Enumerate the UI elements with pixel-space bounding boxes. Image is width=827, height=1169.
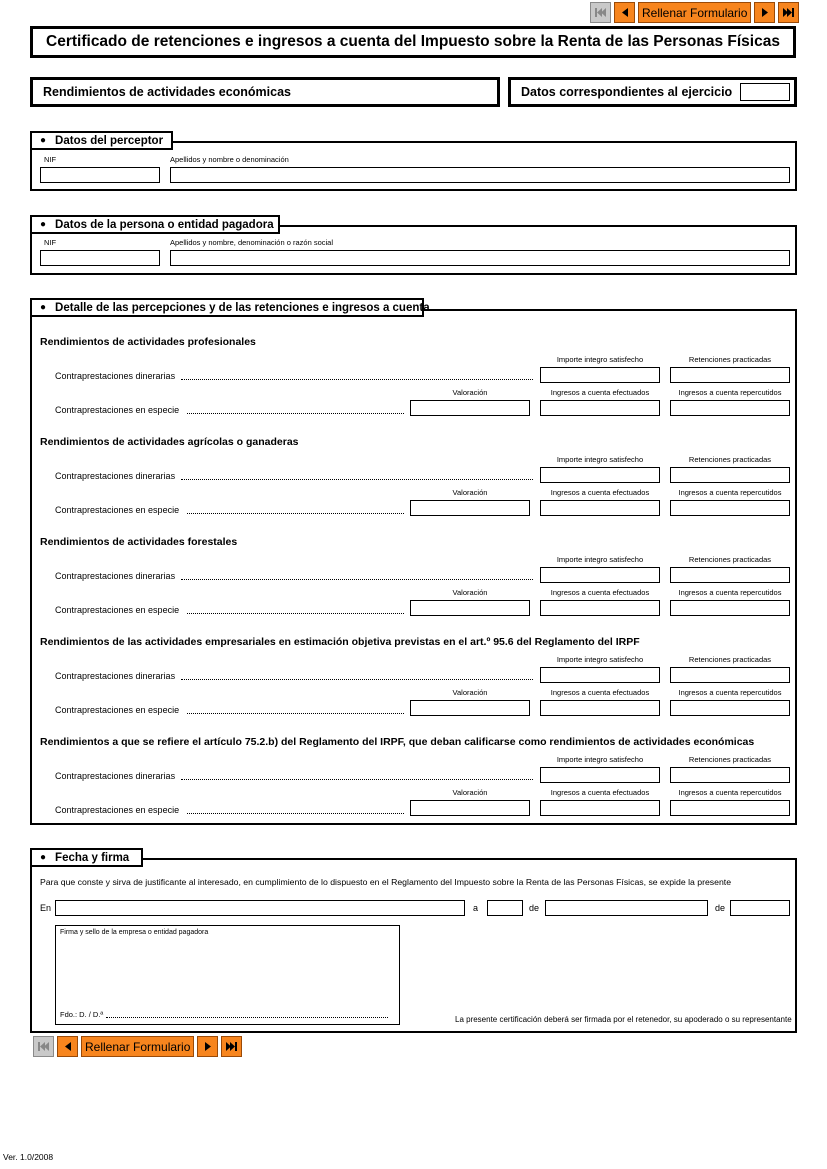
pagador-nif-label: NIF bbox=[44, 238, 57, 247]
pagador-title-text: Datos de la persona o entidad pagadora bbox=[55, 218, 274, 231]
retenciones-field[interactable] bbox=[670, 467, 790, 483]
previous-page-button[interactable] bbox=[614, 2, 635, 23]
valoracion-field[interactable] bbox=[410, 800, 530, 816]
valoracion-field[interactable] bbox=[410, 700, 530, 716]
importe-field[interactable] bbox=[540, 567, 660, 583]
group-title: Rendimientos a que se refiere el artículo 75.2.b) del Reglamento del IRPF, que deban calificarse como rendimientos de actividades económicas bbox=[40, 736, 755, 748]
col-label-retenciones: Retenciones practicadas bbox=[688, 455, 772, 464]
ingresos-repercutidos-field[interactable] bbox=[670, 400, 790, 416]
valoracion-field[interactable] bbox=[410, 600, 530, 616]
year-field[interactable] bbox=[730, 900, 790, 916]
next-page-button[interactable] bbox=[197, 1036, 218, 1057]
importe-field[interactable] bbox=[540, 367, 660, 383]
last-page-button[interactable] bbox=[221, 1036, 242, 1057]
col-label-importe: Importe integro satisfecho bbox=[556, 655, 644, 664]
group-title: Rendimientos de las actividades empresariales en estimación objetiva previstas en el art.º 95.6 del Reglamento del IRPF bbox=[40, 636, 640, 648]
leader-dots bbox=[187, 613, 404, 614]
ingresos-repercutidos-field[interactable] bbox=[670, 500, 790, 516]
col-label-valoracion: Valoración bbox=[452, 488, 488, 497]
row-label-dinerarias: Contraprestaciones dinerarias bbox=[55, 371, 176, 381]
col-label-ingresos-efectuados: Ingresos a cuenta efectuados bbox=[550, 488, 650, 497]
ingresos-efectuados-field[interactable] bbox=[540, 800, 660, 816]
signature-note: La presente certificación deberá ser firmada por el retenedor, su apoderado o su representante bbox=[455, 1015, 792, 1024]
row-label-especie: Contraprestaciones en especie bbox=[55, 805, 180, 815]
next-page-icon bbox=[761, 7, 769, 18]
retenciones-field[interactable] bbox=[670, 567, 790, 583]
bullet-icon: ● bbox=[40, 219, 47, 230]
group-title: Rendimientos de actividades profesionales bbox=[40, 336, 256, 348]
col-label-importe: Importe integro satisfecho bbox=[556, 455, 644, 464]
ingresos-efectuados-field[interactable] bbox=[540, 700, 660, 716]
de-label-2: de bbox=[715, 903, 726, 913]
first-page-icon bbox=[594, 7, 607, 18]
col-label-ingresos-efectuados: Ingresos a cuenta efectuados bbox=[550, 788, 650, 797]
col-label-ingresos-repercutidos: Ingresos a cuenta repercutidos bbox=[678, 388, 782, 397]
section-header-left: Rendimientos de actividades económicas bbox=[30, 77, 500, 107]
ingresos-efectuados-field[interactable] bbox=[540, 400, 660, 416]
col-label-retenciones: Retenciones practicadas bbox=[688, 755, 772, 764]
firma-section-title bbox=[30, 848, 143, 867]
ingresos-repercutidos-field[interactable] bbox=[670, 700, 790, 716]
row-label-dinerarias: Contraprestaciones dinerarias bbox=[55, 771, 176, 781]
col-label-ingresos-efectuados: Ingresos a cuenta efectuados bbox=[550, 688, 650, 697]
leader-dots bbox=[181, 579, 533, 580]
bullet-icon: ● bbox=[40, 135, 47, 146]
col-label-valoracion: Valoración bbox=[452, 688, 488, 697]
leader-dots bbox=[187, 713, 404, 714]
row-label-especie: Contraprestaciones en especie bbox=[55, 505, 180, 515]
next-page-icon bbox=[204, 1041, 212, 1052]
leader-dots bbox=[187, 413, 404, 414]
page-title: Certificado de retenciones e ingresos a cuenta del Impuesto sobre la Renta de las Personas Físicas bbox=[30, 26, 796, 58]
de-label-1: de bbox=[529, 903, 540, 913]
fill-form-button[interactable]: Rellenar Formulario bbox=[81, 1036, 194, 1057]
row-label-dinerarias: Contraprestaciones dinerarias bbox=[55, 671, 176, 681]
importe-field[interactable] bbox=[540, 667, 660, 683]
detalle-title-text: Detalle de las percepciones y de las retenciones e ingresos a cuenta bbox=[55, 301, 430, 314]
bullet-icon: ● bbox=[40, 852, 47, 863]
col-label-ingresos-repercutidos: Ingresos a cuenta repercutidos bbox=[678, 488, 782, 497]
signature-box[interactable] bbox=[55, 925, 400, 1025]
pagador-name-field[interactable] bbox=[170, 250, 790, 266]
bottom-nav-bar bbox=[33, 1036, 242, 1057]
ingresos-efectuados-field[interactable] bbox=[540, 600, 660, 616]
col-label-valoracion: Valoración bbox=[452, 788, 488, 797]
col-label-ingresos-efectuados: Ingresos a cuenta efectuados bbox=[550, 588, 650, 597]
retenciones-field[interactable] bbox=[670, 767, 790, 783]
row-label-especie: Contraprestaciones en especie bbox=[55, 405, 180, 415]
group-title: Rendimientos de actividades agrícolas o ganaderas bbox=[40, 436, 299, 448]
retenciones-field[interactable] bbox=[670, 667, 790, 683]
group-title: Rendimientos de actividades forestales bbox=[40, 536, 238, 548]
firma-statement: Para que conste y sirva de justificante al interesado, en cumplimiento de lo dispuesto en el Reglamento del Impuesto sobre la Renta de las Personas Físicas, se expide la presente bbox=[40, 877, 732, 887]
leader-dots bbox=[181, 779, 533, 780]
valoracion-field[interactable] bbox=[410, 500, 530, 516]
fill-form-button[interactable]: Rellenar Formulario bbox=[638, 2, 751, 23]
col-label-ingresos-repercutidos: Ingresos a cuenta repercutidos bbox=[678, 688, 782, 697]
col-label-ingresos-efectuados: Ingresos a cuenta efectuados bbox=[550, 388, 650, 397]
leader-dots bbox=[181, 379, 533, 380]
en-label: En bbox=[40, 903, 52, 913]
leader-dots bbox=[187, 813, 404, 814]
col-label-ingresos-repercutidos: Ingresos a cuenta repercutidos bbox=[678, 588, 782, 597]
perceptor-title-text: Datos del perceptor bbox=[55, 134, 164, 147]
a-label: a bbox=[473, 903, 479, 913]
month-field[interactable] bbox=[545, 900, 708, 916]
col-label-ingresos-repercutidos: Ingresos a cuenta repercutidos bbox=[678, 788, 782, 797]
ingresos-repercutidos-field[interactable] bbox=[670, 600, 790, 616]
detalle-section-title bbox=[30, 298, 430, 317]
last-page-button[interactable] bbox=[778, 2, 799, 23]
col-label-retenciones: Retenciones practicadas bbox=[688, 655, 772, 664]
ingresos-efectuados-field[interactable] bbox=[540, 500, 660, 516]
row-label-especie: Contraprestaciones en especie bbox=[55, 705, 180, 715]
retenciones-field[interactable] bbox=[670, 367, 790, 383]
top-nav-bar bbox=[590, 2, 799, 23]
signature-label: Firma y sello de la empresa o entidad pagadora bbox=[60, 929, 209, 936]
exercise-label: Datos correspondientes al ejercicio bbox=[521, 85, 733, 99]
col-label-importe: Importe integro satisfecho bbox=[556, 755, 644, 764]
col-label-valoracion: Valoración bbox=[452, 588, 488, 597]
fdo-line bbox=[106, 1017, 388, 1018]
col-label-retenciones: Retenciones practicadas bbox=[688, 355, 772, 364]
next-page-button[interactable] bbox=[754, 2, 775, 23]
leader-dots bbox=[181, 479, 533, 480]
pagador-section-title bbox=[30, 215, 280, 234]
perceptor-name-field[interactable] bbox=[170, 167, 790, 183]
exercise-year-field[interactable] bbox=[740, 83, 790, 101]
firma-title-text: Fecha y firma bbox=[55, 851, 130, 864]
col-label-importe: Importe integro satisfecho bbox=[556, 555, 644, 564]
perceptor-nif-field[interactable] bbox=[40, 167, 160, 183]
version-label: Ver. 1.0/2008 bbox=[3, 1152, 54, 1162]
col-label-valoracion: Valoración bbox=[452, 388, 488, 397]
valoracion-field[interactable] bbox=[410, 400, 530, 416]
perceptor-nif-label: NIF bbox=[44, 155, 57, 164]
pagador-name-label: Apellidos y nombre, denominación o razón social bbox=[170, 238, 334, 247]
row-label-dinerarias: Contraprestaciones dinerarias bbox=[55, 571, 176, 581]
importe-field[interactable] bbox=[540, 467, 660, 483]
first-page-icon bbox=[37, 1041, 50, 1052]
leader-dots bbox=[181, 679, 533, 680]
col-label-retenciones: Retenciones practicadas bbox=[688, 555, 772, 564]
previous-page-icon bbox=[64, 1041, 72, 1052]
previous-page-button[interactable] bbox=[57, 1036, 78, 1057]
pagador-nif-field[interactable] bbox=[40, 250, 160, 266]
row-label-especie: Contraprestaciones en especie bbox=[55, 605, 180, 615]
bullet-icon: ● bbox=[40, 302, 47, 313]
col-label-importe: Importe integro satisfecho bbox=[556, 355, 644, 364]
row-label-dinerarias: Contraprestaciones dinerarias bbox=[55, 471, 176, 481]
last-page-icon bbox=[782, 7, 795, 18]
perceptor-name-label: Apellidos y nombre o denominación bbox=[170, 155, 289, 164]
importe-field[interactable] bbox=[540, 767, 660, 783]
place-field[interactable] bbox=[55, 900, 465, 916]
first-page-button[interactable] bbox=[590, 2, 611, 23]
last-page-icon bbox=[225, 1041, 238, 1052]
perceptor-section-title bbox=[30, 131, 173, 150]
day-field[interactable] bbox=[487, 900, 523, 916]
ingresos-repercutidos-field[interactable] bbox=[670, 800, 790, 816]
fdo-label: Fdo.: D. / D.ª bbox=[60, 1010, 104, 1019]
leader-dots bbox=[187, 513, 404, 514]
previous-page-icon bbox=[621, 7, 629, 18]
first-page-button[interactable] bbox=[33, 1036, 54, 1057]
